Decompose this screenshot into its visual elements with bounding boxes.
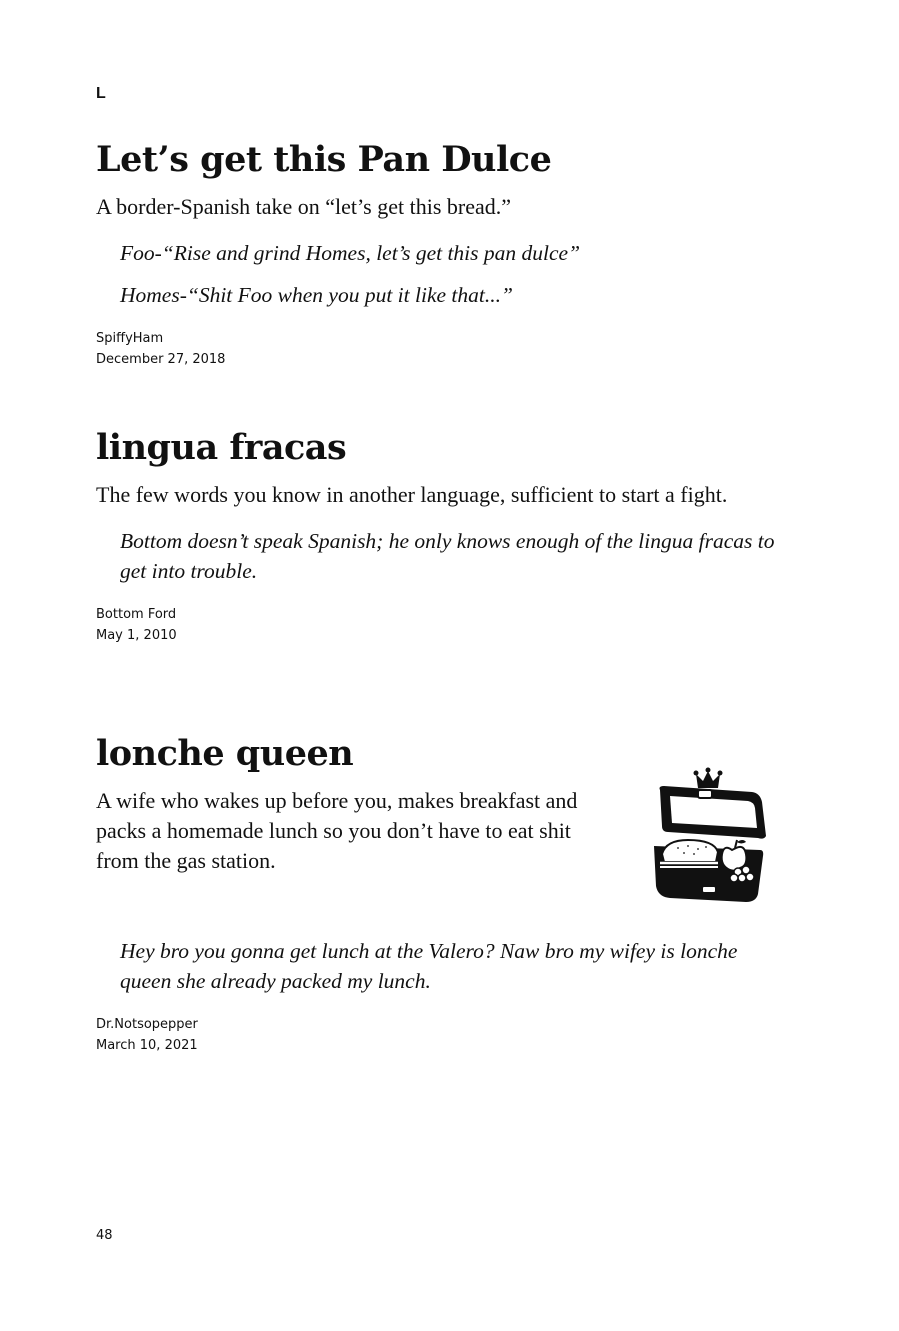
entry-meta [96,328,776,370]
page-number: 48 [96,1228,113,1243]
entry-definition: The few words you know in another language, sufficient to start a fight. [96,482,728,508]
entry-pan-dulce [96,140,776,370]
entry-title: Let’s get this Pan Dulce [96,139,552,180]
entry-definition: A border-Spanish take on “let’s get this bread.” [96,194,512,220]
entry-meta [96,604,776,646]
entry-example: Foo-“Rise and grind Homes, let’s get this pan dulce” [120,241,581,266]
entry-date: March 10, 2021 [96,1038,198,1054]
entry-lonche-queen [96,734,776,1056]
entry-date: December 27, 2018 [96,352,226,368]
entry-title: lonche queen [96,733,354,774]
entry-title: lingua fracas [96,427,347,468]
entry-meta [96,1014,776,1056]
crowned-lunchbox-icon [648,766,768,906]
entry-author: Dr.Notsopepper [96,1017,198,1033]
entry-example: Homes-“Shit Foo when you put it like that...” [120,283,513,308]
entry-date: May 1, 2010 [96,628,177,644]
section-letter: L [96,85,106,102]
entry-definition: A wife who wakes up before you, makes breakfast and packs a homemade lunch so you don’t have to eat shit from the gas station. [96,788,578,874]
entry-author: SpiffyHam [96,331,164,347]
crown-icon [694,768,723,789]
entry-author: Bottom Ford [96,607,177,623]
entry-example: Hey bro you gonna get lunch at the Valero? Naw bro my wifey is lonche queen she already packed my lunch. [120,939,738,994]
entry-lingua-fracas [96,428,776,646]
sandwich-icon [660,840,718,867]
definition-row [96,774,776,906]
entry-example: Bottom doesn’t speak Spanish; he only knows enough of the lingua fracas to get into trouble. [120,529,775,584]
apple-icon [722,840,747,871]
